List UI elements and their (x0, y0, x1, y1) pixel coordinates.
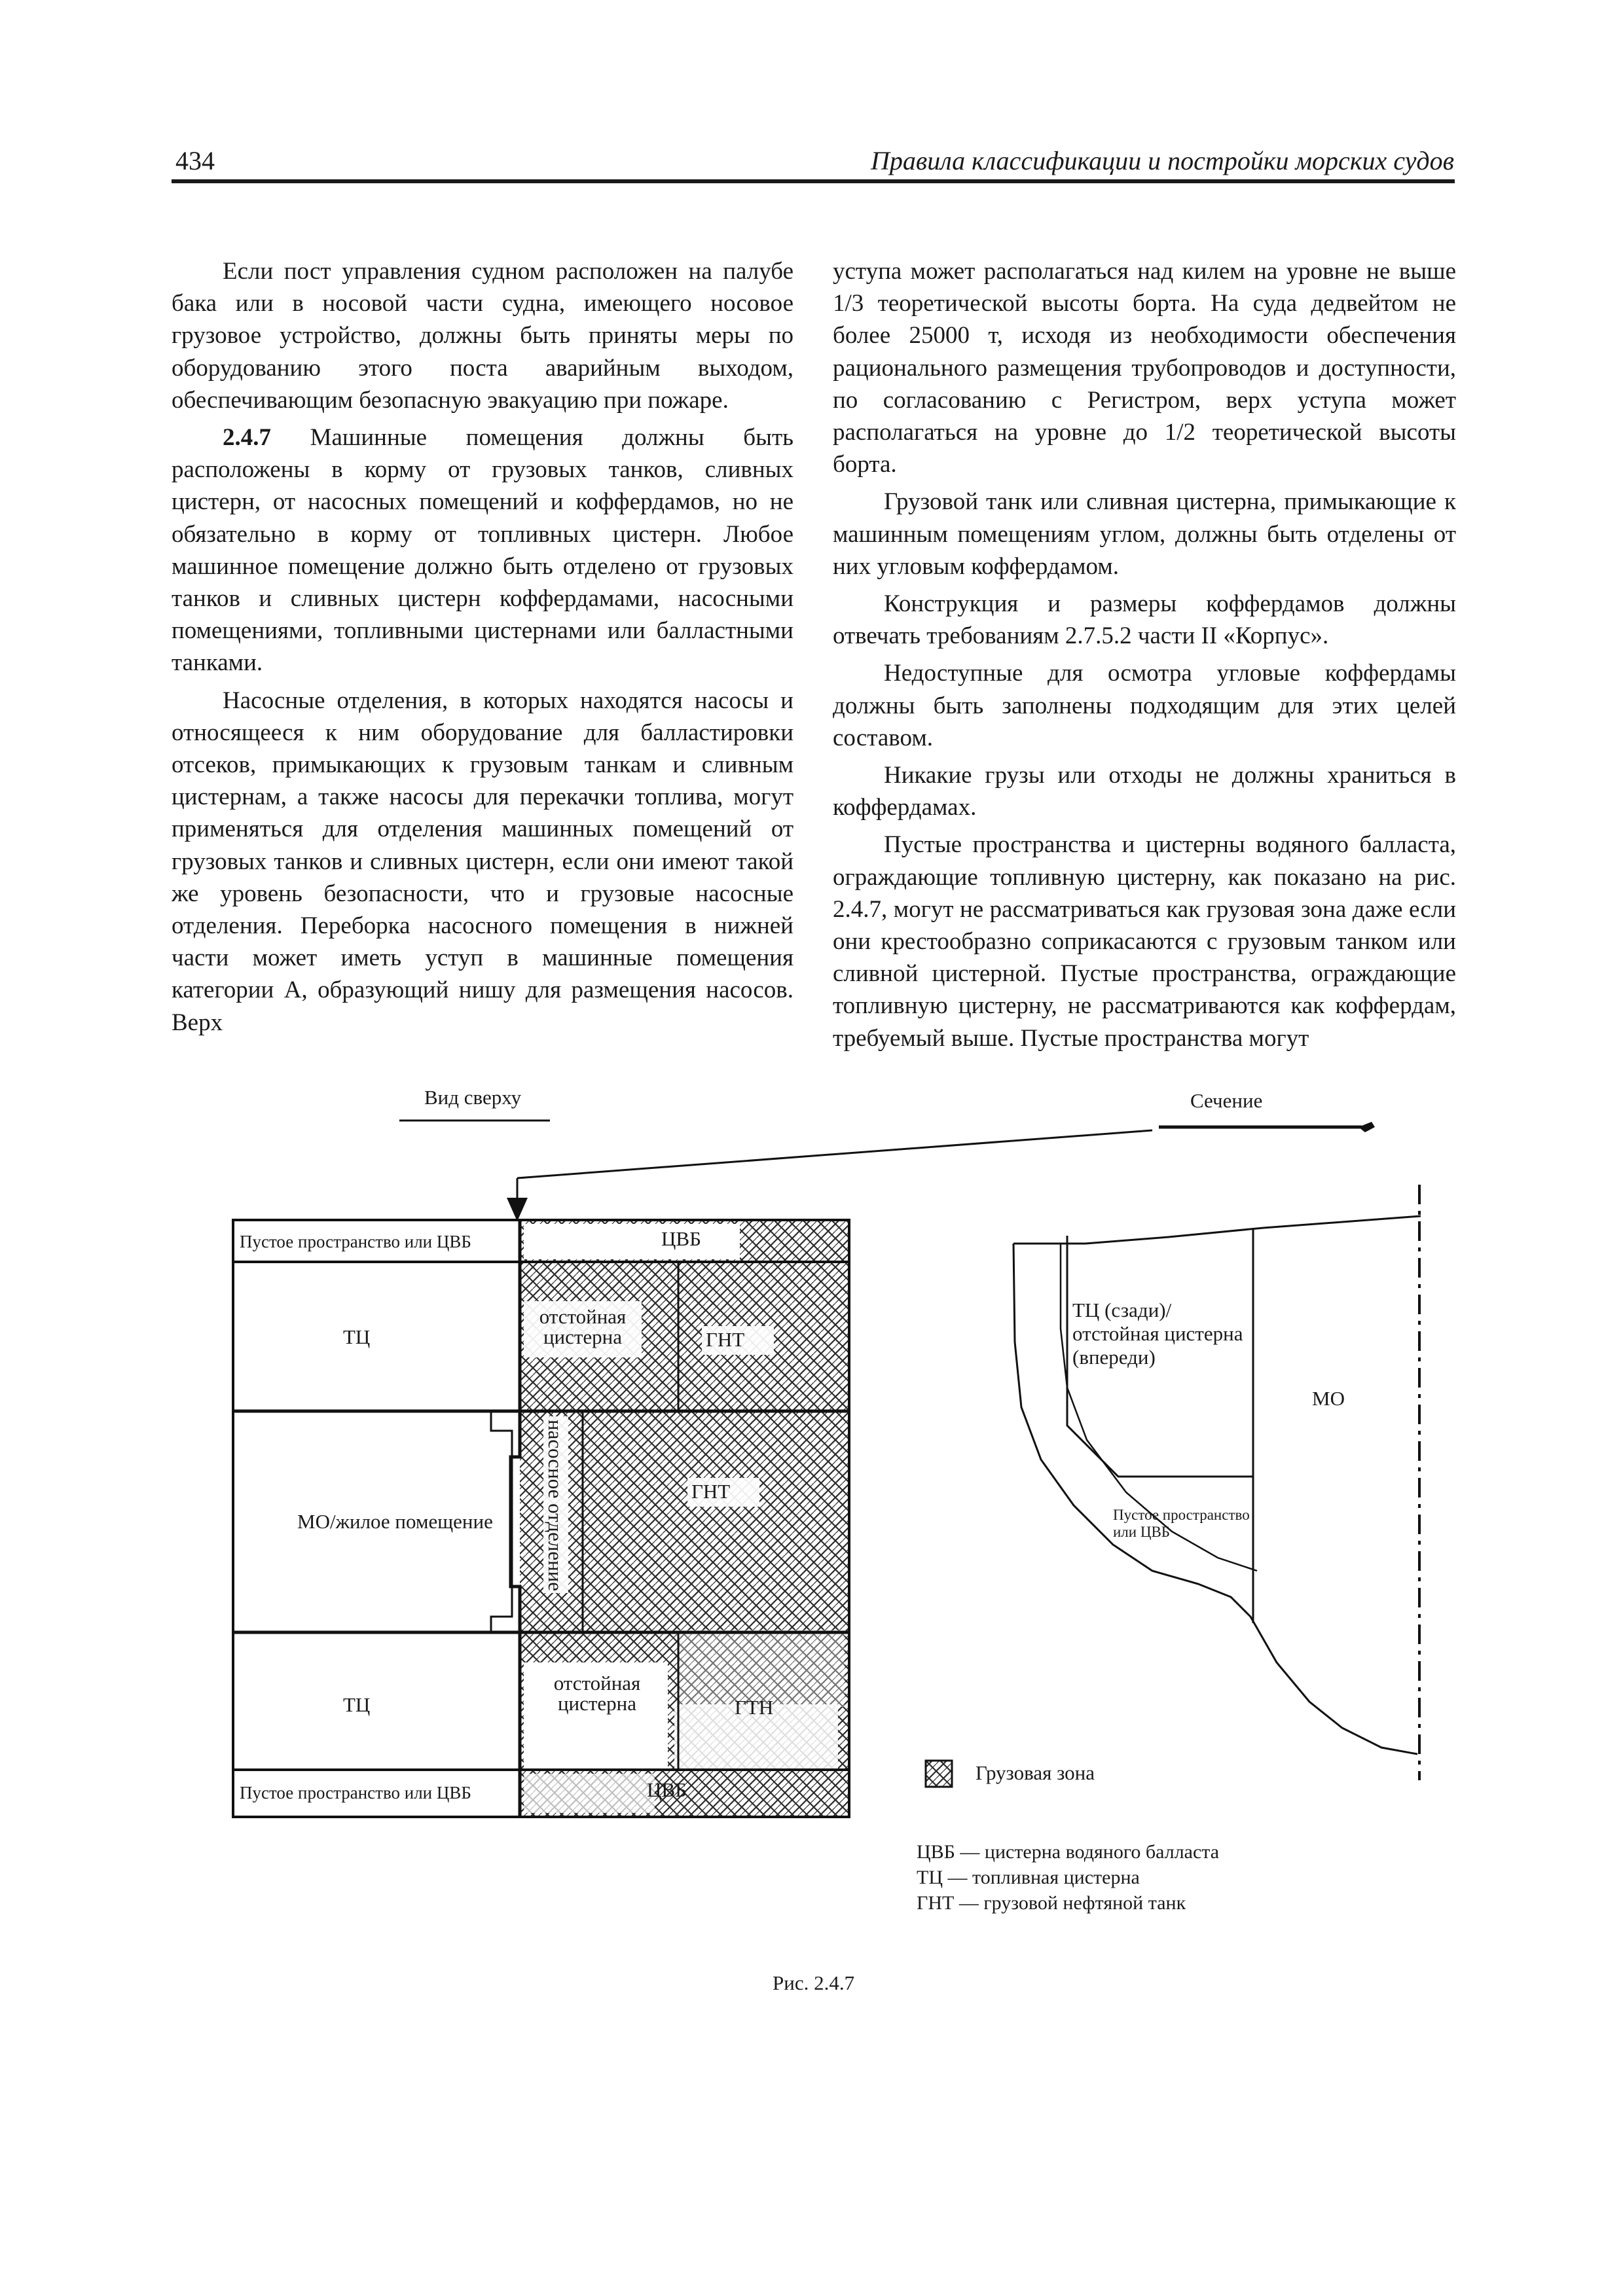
wbt-top-label: ЦВБ (661, 1227, 701, 1250)
paragraph: Конструкция и размеры коффердамов должны отвечать требованиям 2.7.5.2 части II «Корпус». (833, 590, 1456, 650)
top-view-title: Вид сверху (424, 1086, 522, 1109)
section-number: 2.4.7 (223, 424, 271, 452)
paragraph: Пустые пространства и цистерны водяного балласта, ограждающие топливную цистерну, как показано на рис. 2.4.7, могут не рассматриваться как грузовая зона даже если они крестообразно соприкасаются с грузовым танком или сливной цистерной. Пустые пространства, ограждающие топливную цистерну, не рассматриваются как коффердам, требуемый выше. Пустые пространства могут (833, 831, 1456, 1052)
figure-caption: Рис. 2.4.7 (773, 1971, 855, 1994)
paragraph: Недоступные для осмотра угловые коффердамы должны быть заполнены подходящим для этих целей составом. (833, 660, 1456, 751)
fuel-tank-top-label: ТЦ (343, 1325, 371, 1348)
cargo-tank-bottom-label: ГТН (735, 1696, 774, 1719)
wbt-bottom-label: ЦВБ (647, 1778, 687, 1801)
void-bottom-label: Пустое пространство или ЦВБ (240, 1783, 471, 1803)
slop-tank-top-label: отстойная цистерна (539, 1305, 627, 1348)
abbreviation-item: ЦВБ — цистерна водяного балласта (917, 1841, 1220, 1863)
abbreviation-item: ТЦ — топливная цистерна (917, 1867, 1140, 1888)
void-top-label: Пустое пространство или ЦВБ (240, 1232, 471, 1251)
section-void-label: Пустое пространство или ЦВБ (1113, 1507, 1250, 1540)
section-view (1013, 1185, 1421, 1780)
abbreviation-list (917, 1839, 1219, 1916)
cargo-tank-top-label: ГНТ (706, 1328, 745, 1351)
cargo-zone-swatch (926, 1761, 952, 1787)
abbreviation-item: ГНТ — грузовой нефтяной танк (917, 1892, 1186, 1914)
pointer-arrow (507, 1198, 528, 1221)
running-title: Правила классификации и постройки морских судов (870, 146, 1454, 175)
paragraph: уступа может располагаться над килем на уровне не выше 1/3 теоретической высоты борта. На суда дедвейтом не более 25000 т, исходя из необходимости обеспечения рационального размещения трубопроводов и доступности, по согласованию с Регистром, верх уступа может располагаться на уровне до 1/2 теоретической высоты борта. (833, 258, 1456, 478)
engine-room-living-label: МО/жилое помещение (297, 1510, 493, 1533)
paragraph-text: Машинные помещения должны быть расположены в корму от грузовых танков, сливных цистерн, от насосных помещений и коффердамов, но не обязательно в корму от топливных цистерн. Любое машинное помещение должно быть отделено от грузовых танков и сливных цистерн коффердамами, насосными помещениями, топливными цистернами или балластными танками. (172, 424, 793, 677)
paragraph: Насосные отделения, в которых находятся насосы и относящееся к ним оборудование для балластировки отсеков, примыкающих к грузовым танкам и сливным цистернам, а также насосы для перекачки топлива, могут применяться для отделения машинных помещений от грузовых танков и сливных цистерн, если они имеют такой же уровень безопасности, что и грузовые насосные отделения. Переборка насосного помещения в нижней части может иметь уступ в машинные помещения категории А, образующий нишу для размещения насосов. Верх (172, 687, 793, 1036)
page-number: 434 (175, 146, 215, 175)
section-title: Сечение (1190, 1089, 1263, 1112)
section-pointer-line (517, 1130, 1152, 1178)
paragraph: Грузовой танк или сливная цистерна, примыкающие к машинным помещениям углом, должны быть отделены от них угловым коффердамом. (833, 488, 1456, 580)
cargo-tank-mid-label: ГНТ (691, 1480, 731, 1503)
legend-cargo-zone-label: Грузовая зона (976, 1761, 1095, 1784)
pump-room-label: насосное отделение (544, 1419, 567, 1592)
section-tank-label: ТЦ (сзади)/ отстойная цистерна (впереди) (1072, 1299, 1243, 1369)
slop-tank-bottom-label: отстойная цистерна (553, 1672, 641, 1715)
paragraph: Если пост управления судном расположен на палубе бака или в носовой части судна, имеющего носовое грузовое устройство, должны быть приняты меры по оборудованию этого поста аварийным выходом, обеспечивающим безопасную эвакуацию при пожаре. (172, 258, 793, 414)
section-engine-room-label: МО (1312, 1387, 1345, 1410)
fuel-tank-bottom-label: ТЦ (343, 1693, 371, 1716)
paragraph: Никакие грузы или отходы не должны храниться в коффердамах. (833, 762, 1456, 821)
